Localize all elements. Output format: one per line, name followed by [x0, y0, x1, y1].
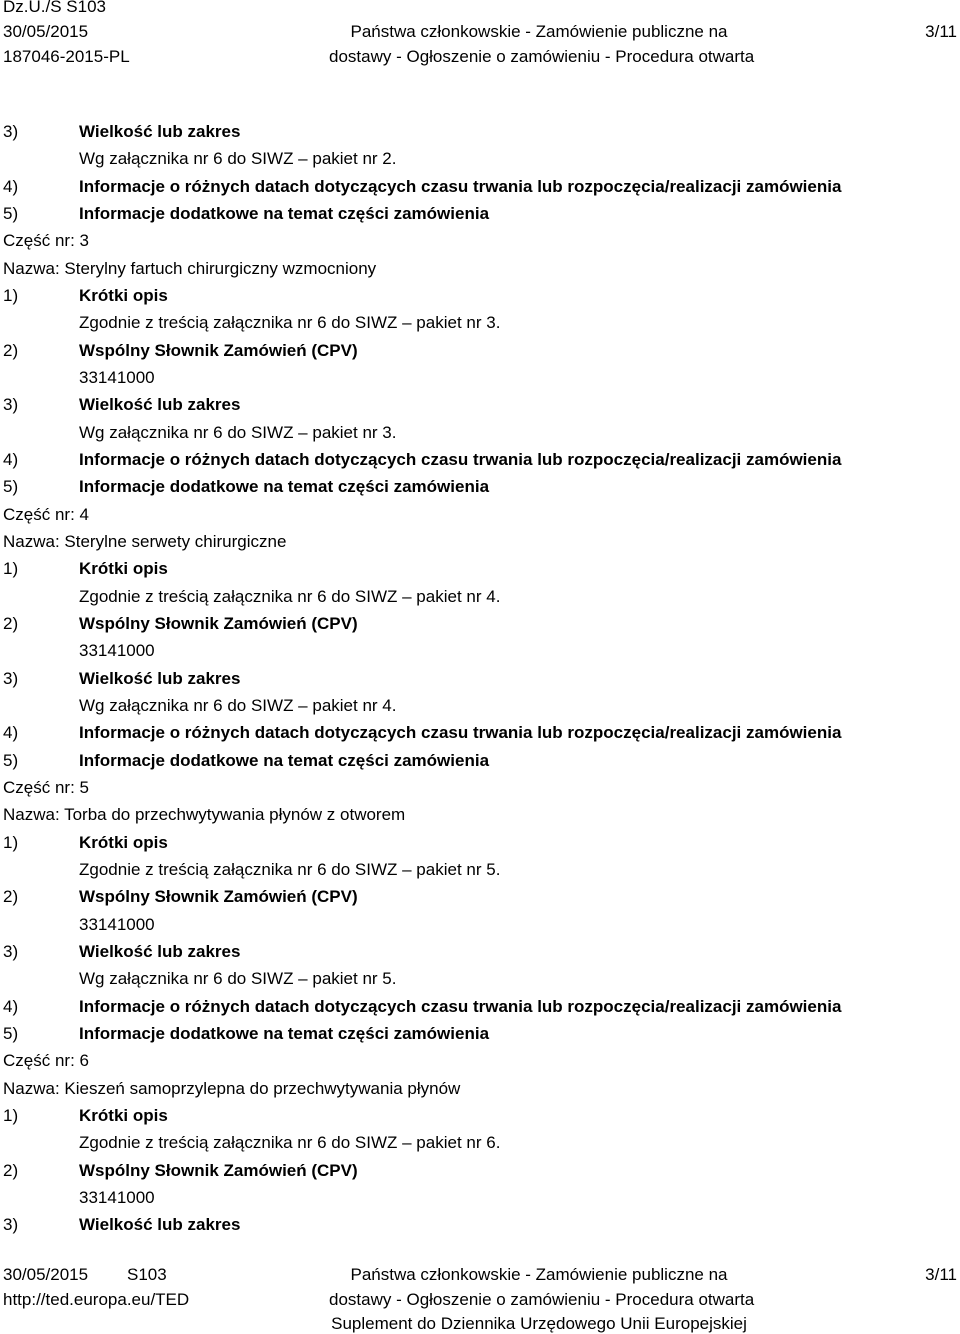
footer-date: 30/05/2015 — [3, 1265, 89, 1284]
item-heading: Wspólny Słownik Zamówień (CPV) — [79, 887, 358, 906]
part-info-line: Część nr: 5 — [3, 778, 89, 797]
item-heading: Informacje dodatkowe na temat części zamówienia — [79, 1024, 490, 1043]
item-value: Zgodnie z treścią załącznika nr 6 do SIWZ – pakiet nr 3. — [79, 313, 501, 332]
item-heading: Informacje dodatkowe na temat części zamówienia — [79, 751, 490, 770]
item-heading: Informacje o różnych datach dotyczących czasu trwania lub rozpoczęcia/realizacji zamówienia — [79, 723, 842, 742]
item-number: 2) — [3, 614, 19, 633]
item-value: 33141000 — [79, 368, 155, 387]
item-number: 4) — [3, 450, 19, 469]
item-value: Zgodnie z treścią załącznika nr 6 do SIWZ – pakiet nr 5. — [79, 860, 501, 879]
item-heading: Wielkość lub zakres — [79, 122, 241, 141]
item-heading: Wielkość lub zakres — [79, 1215, 241, 1234]
item-number: 3) — [3, 1215, 19, 1234]
part-info-line: Nazwa: Torba do przechwytywania płynów z otworem — [3, 805, 406, 824]
header-date: 30/05/2015 — [3, 22, 89, 41]
item-heading: Wspólny Słownik Zamówień (CPV) — [79, 341, 358, 360]
item-heading: Krótki opis — [79, 833, 168, 852]
header-title-line-2: dostawy - Ogłoszenie o zamówieniu - Procedura otwarta — [329, 47, 755, 66]
item-heading: Wielkość lub zakres — [79, 669, 241, 688]
item-heading: Informacje dodatkowe na temat części zamówienia — [79, 477, 490, 496]
footer-supplement: Suplement do Dziennika Urzędowego Unii Europejskiej — [331, 1314, 747, 1333]
item-number: 4) — [3, 177, 19, 196]
header-page-number: 3/11 — [925, 22, 957, 41]
item-value: Wg załącznika nr 6 do SIWZ – pakiet nr 2. — [79, 149, 397, 168]
item-number: 2) — [3, 887, 19, 906]
item-value: Wg załącznika nr 6 do SIWZ – pakiet nr 5. — [79, 969, 397, 988]
item-number: 2) — [3, 1161, 19, 1180]
item-value: Wg załącznika nr 6 do SIWZ – pakiet nr 3. — [79, 423, 397, 442]
header-journal-ref: Dz.U./S S103 — [3, 0, 106, 16]
header-title-line-1: Państwa członkowskie - Zamówienie publiczne na — [350, 22, 728, 41]
item-value: Zgodnie z treścią załącznika nr 6 do SIWZ – pakiet nr 4. — [79, 587, 501, 606]
item-number: 5) — [3, 204, 19, 223]
part-info-line: Część nr: 6 — [3, 1051, 89, 1070]
item-heading: Wspólny Słownik Zamówień (CPV) — [79, 614, 358, 633]
item-number: 2) — [3, 341, 19, 360]
item-heading: Krótki opis — [79, 1106, 168, 1125]
item-number: 3) — [3, 669, 19, 688]
item-heading: Wspólny Słownik Zamówień (CPV) — [79, 1161, 358, 1180]
footer-title-line-2: dostawy - Ogłoszenie o zamówieniu - Procedura otwarta — [329, 1290, 755, 1309]
part-info-line: Nazwa: Sterylny fartuch chirurgiczny wzmocniony — [3, 259, 377, 278]
item-number: 1) — [3, 286, 19, 305]
item-heading: Wielkość lub zakres — [79, 942, 241, 961]
header-notice-id: 187046-2015-PL — [3, 47, 130, 66]
item-number: 1) — [3, 1106, 19, 1125]
item-number: 1) — [3, 833, 19, 852]
item-heading: Wielkość lub zakres — [79, 395, 241, 414]
item-heading: Krótki opis — [79, 286, 168, 305]
item-heading: Informacje o różnych datach dotyczących czasu trwania lub rozpoczęcia/realizacji zamówienia — [79, 450, 842, 469]
item-heading: Krótki opis — [79, 559, 168, 578]
item-value: 33141000 — [79, 915, 155, 934]
item-value: Zgodnie z treścią załącznika nr 6 do SIWZ – pakiet nr 6. — [79, 1133, 501, 1152]
footer-title-line-1: Państwa członkowskie - Zamówienie publiczne na — [350, 1265, 728, 1284]
footer-url: http://ted.europa.eu/TED — [3, 1290, 190, 1309]
item-value: 33141000 — [79, 1188, 155, 1207]
item-number: 5) — [3, 477, 19, 496]
footer-page-number: 3/11 — [925, 1265, 957, 1284]
item-number: 3) — [3, 942, 19, 961]
item-value: 33141000 — [79, 641, 155, 660]
item-value: Wg załącznika nr 6 do SIWZ – pakiet nr 4. — [79, 696, 397, 715]
item-number: 5) — [3, 1024, 19, 1043]
item-number: 3) — [3, 122, 19, 141]
item-heading: Informacje dodatkowe na temat części zamówienia — [79, 204, 490, 223]
part-info-line: Część nr: 3 — [3, 231, 89, 250]
part-info-line: Część nr: 4 — [3, 505, 89, 524]
item-number: 3) — [3, 395, 19, 414]
item-number: 4) — [3, 997, 19, 1016]
item-number: 5) — [3, 751, 19, 770]
part-info-line: Nazwa: Kieszeń samoprzylepna do przechwytywania płynów — [3, 1079, 461, 1098]
item-number: 1) — [3, 559, 19, 578]
item-heading: Informacje o różnych datach dotyczących czasu trwania lub rozpoczęcia/realizacji zamówienia — [79, 177, 842, 196]
item-heading: Informacje o różnych datach dotyczących czasu trwania lub rozpoczęcia/realizacji zamówienia — [79, 997, 842, 1016]
part-info-line: Nazwa: Sterylne serwety chirurgiczne — [3, 532, 287, 551]
item-number: 4) — [3, 723, 19, 742]
footer-code: S103 — [127, 1265, 167, 1284]
